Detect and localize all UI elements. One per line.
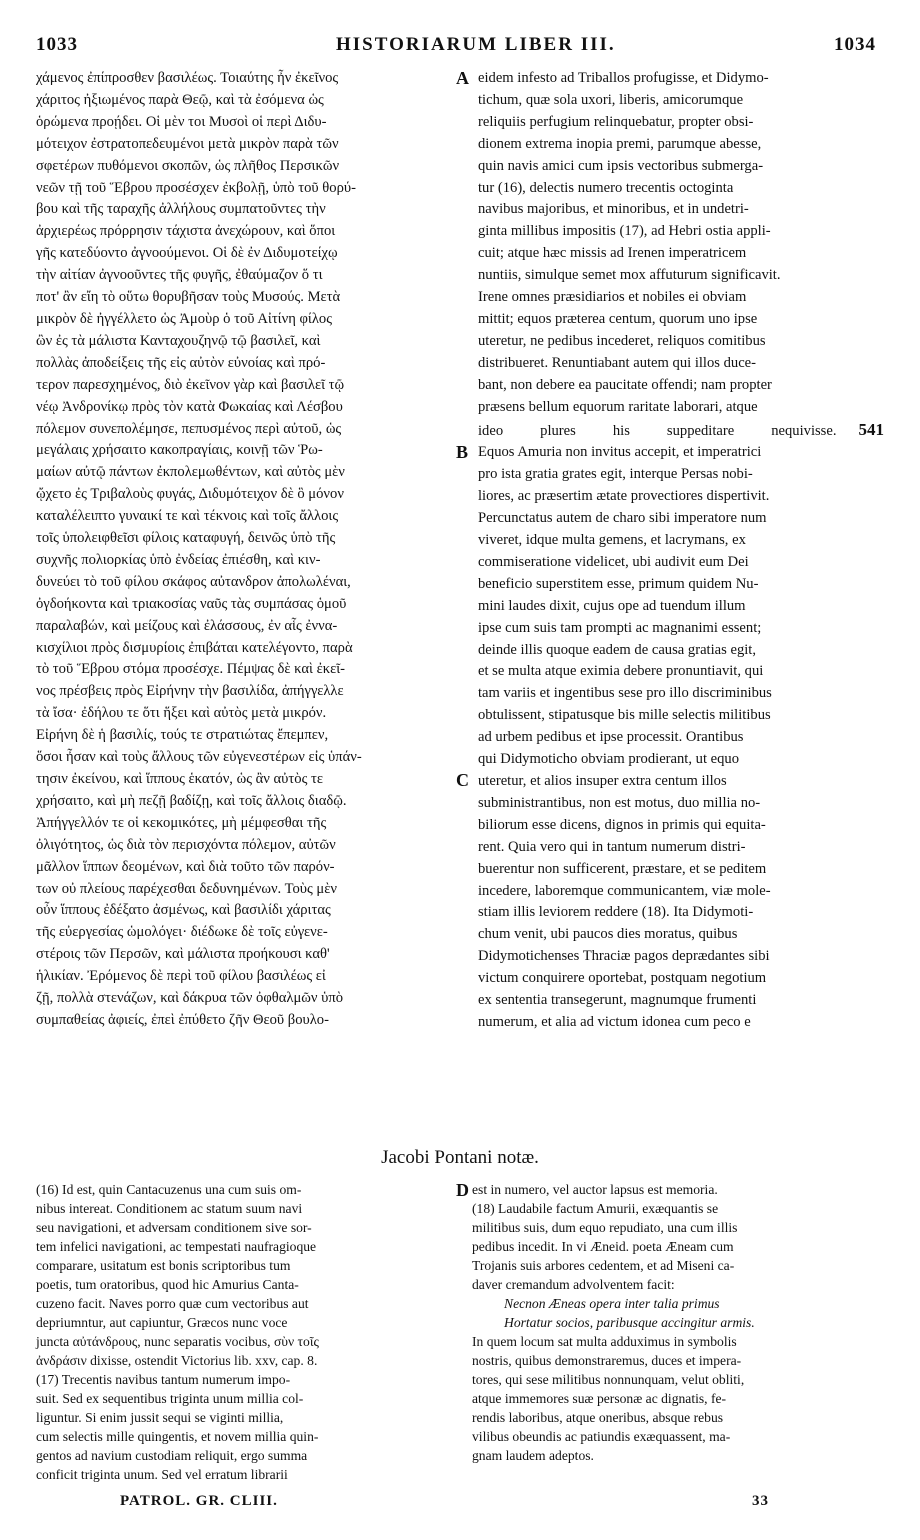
note-line: depriumntur, aut capiuntur, Græcos nunc voce [36, 1315, 288, 1330]
note-line: gentos ad navium custodiam reliquit, ergo summa [36, 1448, 308, 1463]
note-line: gnam laudem adeptos. [472, 1448, 594, 1463]
latin-text-line [478, 727, 884, 749]
latin-text-line-content: mini laudes dixit, cujus ope ad tuendum illum [478, 597, 746, 614]
latin-text-line [478, 464, 884, 486]
greek-text-line: Εἰρήνη δὲ ἡ βασιλίς, τούς τε στρατιώτας ἔπεμπεν, [36, 727, 329, 744]
greek-text-line: ὀλιγότητος, ὡς διὰ τὸν περισχόντα πόλεμον, αὐτῶν [36, 836, 336, 853]
notes-right-column [472, 1180, 884, 1465]
latin-text-line [478, 924, 884, 946]
latin-text-line [478, 375, 884, 397]
latin-text-line-content: buerentur non sufficerent, præstare, et se peditem [478, 860, 767, 877]
note-line: Trojanis suis arbores cedentem, et ad Miseni ca- [472, 1258, 735, 1273]
latin-text-line [478, 837, 884, 859]
greek-text-line: ὁρώμενα προῄδει. Οἱ μὲν τοι Μυσοὶ οἱ περὶ Διδυ- [36, 113, 327, 130]
latin-text-line [478, 353, 884, 375]
greek-text-line: ὅσοι ἦσαν καὶ τοὺς ἄλλους τῶν εὐγενεστέρων εἰς ὑπάν- [36, 749, 362, 766]
latin-text-line [478, 661, 884, 683]
latin-text-line-content: obtulissent, stipatusque bis mille selectis militibus [478, 707, 771, 724]
latin-text-line-content: eidem infesto ad Triballos profugisse, et Didymo- [478, 70, 769, 86]
latin-text-line-content: stiam illis leviorem reddere (18). Ita Didymoti- [478, 904, 754, 921]
page-number-left: 1033 [36, 34, 78, 55]
greek-text-line: τὴν αἰτίαν ἀγνοοῦντες τῆς φυγῆς, ἐθαύμαζον ὅ τι [36, 267, 323, 284]
latin-text-line-content: victum conquirere oportebat, postquam negotium [478, 970, 767, 987]
greek-text-line: ἀρχιερέως πρόρρησιν τάχιστα ἀνεχώρουν, καὶ ὅποι [36, 223, 336, 240]
latin-text-line [478, 815, 884, 837]
latin-text-line [478, 265, 884, 287]
note-line: poetis, tum oratoribus, quod hic Amurius Canta- [36, 1277, 299, 1292]
latin-text-column [478, 68, 884, 1034]
latin-text-line-content: et se multa atque eximia debere pronuntiavit, qui [478, 663, 764, 680]
latin-text-line-content: commiseratione videlicet, ubi audivit eum Dei [478, 553, 749, 570]
latin-text-line-content: bant, non debere ea paucitate offendi; nam propter [478, 376, 772, 393]
latin-text-line-content: uteretur, ne pedibus incederet, reliquos comitibus [478, 332, 766, 349]
latin-text-line-content: uteretur, et alios insuper extra centum illos [478, 773, 727, 789]
greek-text-line: τερον παρεσχημένος, διὸ ἐκεῖνον γὰρ καὶ βασιλεῖ τῷ [36, 376, 345, 393]
latin-text-line [478, 618, 884, 640]
greek-text-line: βου καὶ τῆς ταραχῆς ἀλλήλους συμπατοῦντες τὴν [36, 201, 326, 218]
greek-text-line: ἡλικίαν. Ἐρόμενος δὲ περὶ τοῦ φίλου βασιλέως εἰ [36, 968, 326, 985]
margin-letter-a: A [456, 68, 469, 88]
latin-text-line-content: subministrantibus, non est motus, duo millia no- [478, 794, 761, 811]
latin-text-line-content: ad urbem pedibus et ipse processit. Orantibus [478, 729, 744, 746]
latin-text-line-content: quin navis amici cum ipsis vectoribus submerga- [478, 157, 764, 174]
latin-text-line [478, 530, 884, 552]
latin-text-line-content: tur (16), delectis numero trecentis octoginta [478, 179, 734, 196]
footer-signature: PATROL. GR. CLIII. [120, 1493, 278, 1509]
greek-text-column [36, 68, 456, 1032]
latin-text-line [478, 309, 884, 331]
latin-text-line [478, 902, 884, 924]
running-title: HISTORIARUM LIBER III. [336, 34, 616, 55]
latin-text-line [478, 596, 884, 618]
latin-text-line-content: cuit; atque hæc missis ad Irenen imperatricem [478, 245, 747, 262]
note-line: tem infelici navigationi, ac tempestati naufragioque [36, 1239, 317, 1254]
page-footer [0, 1493, 920, 1517]
greek-text-line: μαίων αὐτῷ πάντων ἐκπολεμωθέντων, καὶ αὐτὸς μὲν [36, 464, 345, 481]
latin-text-line-content: chum venit, ubi paucos dies moratus, quibus [478, 926, 738, 943]
latin-text-line [478, 178, 884, 200]
margin-letter-c: C [456, 770, 469, 790]
latin-text-line [478, 419, 884, 443]
greek-text-line: μᾶλλον ἵππων δεομένων, καὶ διὰ τοῦτο τῶν παρόν- [36, 858, 335, 875]
note-line: seu navigationi, et adversam conditionem sive sor- [36, 1220, 312, 1235]
latin-text-line [478, 749, 884, 771]
note-line: (16) Id est, quin Cantacuzenus una cum suis om- [36, 1182, 302, 1197]
greek-text-line: τοῖς ὑπολειφθεῖσι φίλοις καταφυγή, δεινῶς ὑπὸ τῆς [36, 530, 336, 547]
latin-text-line-content: numerum, et alia ad victum idonea cum peco e [478, 1013, 751, 1030]
latin-text-line-content: tam variis et ingentibus sese pro illo discriminibus [478, 685, 772, 702]
latin-text-line [478, 221, 884, 243]
latin-text-line [478, 68, 884, 90]
latin-text-line-content: pro ista gratia grates egit, interque Persas nobi- [478, 466, 753, 483]
greek-text-line: γῆς κατεδύοντο ἀγνοούμενοι. Οἱ δὲ ἐν Διδυμοτείχῳ [36, 245, 338, 262]
latin-text-line [478, 640, 884, 662]
latin-text-line-content: reliquiis perfugium relinquebatur, propter obsi- [478, 113, 754, 130]
latin-text-line-content: biliorum esse dicens, dignos in primis qui equita- [478, 816, 766, 833]
latin-text-line [478, 134, 884, 156]
note-verse-line: Necnon Æneas opera inter talia primus [504, 1296, 720, 1311]
note-line: daver cremandum advolventem facit: [472, 1277, 675, 1292]
latin-text-line-content: præsens bellum equorum raritate laborari, atque [478, 398, 758, 415]
latin-text-line [478, 859, 884, 881]
latin-text-line [478, 331, 884, 353]
footer-sheet-number: 33 [752, 1493, 769, 1509]
latin-text-line-content: Percunctatus autem de charo sibi imperatore num [478, 510, 767, 527]
latin-text-line [478, 881, 884, 903]
note-line: est in numero, vel auctor lapsus est memoria. [472, 1182, 718, 1197]
latin-text-line-content: Irene omnes præsidiarios et nobiles ei obviam [478, 289, 747, 306]
greek-text-line: συμπαθείας ἀφιείς, ἐπεὶ ἐπύθετο ζῆν Θεοῦ βουλο- [36, 1011, 329, 1028]
greek-text-line: νος πρέσβεις πρὸς Εἰρήνην τὴν βασιλίδα, ἀπήγγελλε [36, 683, 344, 700]
latin-text-line-content: beneficio superstitem esse, primum quidem Nu- [478, 575, 759, 592]
notes-left-column [36, 1180, 446, 1484]
latin-text-line [478, 793, 884, 815]
latin-text-line [478, 199, 884, 221]
latin-text-line-content: incedere, laboremque communicantem, viæ mole- [478, 882, 771, 899]
note-line: In quem locum sat multa adduximus in symbolis [472, 1334, 737, 1349]
greek-text-line: παραλαβών, καὶ μείζους καὶ ἐλάσσους, ἐν αἷς ἐννα- [36, 617, 338, 634]
note-line: nostris, quibus demonstraremus, duces et impera- [472, 1353, 742, 1368]
latin-text-line [478, 243, 884, 265]
greek-text-line: ᾤχετο ἐς Τριβαλοὺς φυγάς, Διδυμότειχον δὲ ὃ μόνον [36, 486, 344, 503]
greek-text-line: στέροις τῶν Περσῶν, καὶ μάλιστα προήκουσι καθ' [36, 946, 330, 963]
latin-text-line-content: nuntiis, simulque semet mox affuturum significavit. [478, 267, 781, 284]
greek-text-line: χάμενος ἐπίπροσθεν βασιλέως. Τοιαύτης ἦν ἐκεῖνος [36, 70, 339, 86]
column-number: 541 [858, 419, 884, 439]
latin-text-line [478, 968, 884, 990]
latin-text-line [478, 705, 884, 727]
note-line: atque immemores suæ personæ ac dignatis, fe- [472, 1391, 727, 1406]
latin-text-line [478, 683, 884, 705]
greek-text-line: χάριτος ἠξιωμένος παρὰ Θεῷ, καὶ τὰ ἐσόμενα ὡς [36, 91, 324, 108]
greek-text-line: κισχίλιοι πρὸς δισμυρίοις ἐπιβάται κατελέγοντο, παρὰ [36, 639, 353, 656]
latin-text-line-content: Equos Amuria non invitus accepit, et imperatrici [478, 444, 762, 461]
latin-text-line-content: qui Didymoticho obviam prodierant, ut equo [478, 751, 740, 768]
latin-text-line-content: navibus majoribus, et minoribus, et in undetri- [478, 201, 749, 218]
greek-text-line: πολλὰς ἀποδείξεις τῆς εἰς αὐτὸν εὐνοίας καὶ πρό- [36, 354, 326, 371]
greek-text-line: χρήσαιτο, καὶ μὴ πεζῇ βαδίζῃ, καὶ τοῖς ἄλλοις διαδῷ. [36, 792, 347, 809]
greek-text-line: οὖν ἵππους ἐδέξατο ἀσμένως, καὶ βασιλίδι χάριτας [36, 902, 331, 919]
latin-text-line-content: dionem extrema inopia premi, parumque abesse, [478, 135, 762, 152]
latin-text-line-content: ipse cum suis tam prompti ac magnanimi essent; [478, 619, 762, 636]
note-line: ἀνδράσιν dixisse, ostendit Victorius lib. xxv, cap. 8. [36, 1353, 318, 1368]
note-line: liguntur. Si enim jussit sequi se viginti millia, [36, 1410, 284, 1425]
latin-text-line [478, 552, 884, 574]
latin-text-line-content: deinde illis quoque eadem de causa gratias egit, [478, 641, 756, 658]
latin-text-line-content: ginta millibus impositis (17), ad Hebri ostia appli- [478, 223, 771, 240]
latin-text-line-content: distribueret. Renuntiabant autem qui illos duce- [478, 354, 757, 371]
latin-text-line-content: rent. Quia vero qui in tantum numerum distri- [478, 838, 746, 855]
greek-text-line: μεγάλαις χρήσαιτο κακοπραγίαις, κοινῇ τῶν Ῥω- [36, 442, 323, 459]
note-line: tores, qui sese militibus nonnunquam, velut obliti, [472, 1372, 745, 1387]
latin-text-line [478, 508, 884, 530]
greek-text-line: τησιν ἐκείνου, καὶ ἵππους ἑκατόν, ὡς ἂν αὐτὸς τε [36, 771, 323, 787]
greek-text-line: Ἀπήγγελλόν τε οἱ κεκομικότες, μὴ μέμφεσθαι τῆς [36, 814, 327, 831]
greek-text-line: ποτ' ἂν εἴη τὸ οὕτω θορυβῆσαν τοὺς Μυσούς. Μετὰ [36, 289, 341, 306]
greek-text-line: ζῇ, πολλὰ στενάζων, καὶ δάκρυα τῶν ὀφθαλμῶν ὑπὸ [36, 990, 344, 1007]
page-header [36, 34, 876, 60]
greek-text-line: σφετέρων πυθόμενοι σκοπῶν, ὡς πλῆθος Περσικῶν [36, 157, 340, 174]
note-line: pedibus incedit. In vi Æneid. poeta Æneam cum [472, 1239, 734, 1254]
latin-text-line-content: ex sententia transegerunt, magnumque frumenti [478, 992, 757, 1009]
latin-text-line [478, 90, 884, 112]
latin-text-line [478, 156, 884, 178]
note-verse-line: Hortatur socios, paribusque accingitur armis. [504, 1315, 755, 1330]
latin-text-line-content: liores, ac præsertim ætate provectiores dispertivit. [478, 488, 770, 505]
note-line: cum selectis mille quingentis, et novem millia quin- [36, 1429, 319, 1444]
greek-text-line: νέῳ Ἀνδρονίκῳ πρὸς τὸν κατὰ Φωκαίας καὶ Λέσβου [36, 398, 343, 415]
note-line: militibus suis, dum equo repudiato, una cum illis [472, 1220, 738, 1235]
note-line: rendis laboribus, atque oneribus, absque rebus [472, 1410, 724, 1425]
latin-text-line [478, 486, 884, 508]
note-line: (17) Trecentis navibus tantum numerum impo- [36, 1372, 291, 1387]
margin-letter-b: B [456, 442, 469, 462]
note-line: (18) Laudabile factum Amurii, exæquantis se [472, 1201, 719, 1216]
latin-text-line [478, 574, 884, 596]
greek-text-line: πόλεμον συνεπολέμησε, πεπυσμένος περὶ αὐτοῦ, ὡς [36, 420, 342, 437]
note-line: suit. Sed ex sequentibus triginta unum millia col- [36, 1391, 304, 1406]
note-line: vilibus obeundis ac patiundis exæquassent, ma- [472, 1429, 731, 1444]
notes-heading: Jacobi Pontani notæ. [381, 1147, 539, 1168]
latin-text-line [478, 946, 884, 968]
latin-text-line-content: ideo plures his suppeditare nequivisse. [478, 422, 837, 439]
latin-text-line [478, 112, 884, 134]
note-line: cuzeno facit. Naves porro quæ cum vectoribus aut [36, 1296, 309, 1311]
greek-text-line: συχνῆς πολιορκίας ὑπὸ ἐνδείας ἐπιέσθη, καὶ κιν- [36, 551, 321, 568]
margin-letter-d: D [456, 1180, 469, 1200]
latin-text-line-content: tichum, quæ sola uxori, liberis, amicorumque [478, 91, 744, 108]
greek-text-line: τῆς εὐεργεσίας ὡμολόγει· διέδωκε δὲ τοῖς εὐγενε- [36, 924, 328, 941]
greek-text-line: μότειχον ἐστρατοπεδευμένοι μετὰ μικρὸν παρὰ τῶν [36, 135, 339, 152]
latin-text-line [478, 287, 884, 309]
latin-text-line [478, 397, 884, 419]
latin-text-line [478, 1012, 884, 1034]
latin-text-line [478, 990, 884, 1012]
latin-text-line-content: Didymotichenses Thraciæ pagos deprædantes sibi [478, 948, 770, 965]
note-line: juncta αὐτάνδρους, nunc separatis vocibus, σὺν τοῖς [36, 1334, 319, 1349]
greek-text-line: των οὐ πλείους παρέχεσθαι δεδυνημένων. Τοὺς μὲν [36, 880, 337, 897]
greek-text-line: τὸ τοῦ Ἕβρου στόμα προσέσχε. Πέμψας δὲ καὶ ἐκεῖ- [36, 661, 345, 678]
greek-text-line: τὰ ἴσα· ἐδήλου τε ὅτι ἥξει καὶ αὐτὸς μετὰ μικρόν. [36, 705, 327, 722]
page-number-right: 1034 [834, 34, 876, 55]
latin-text-line-content: mittit; equos præterea centum, quorum uno ipse [478, 310, 758, 327]
greek-text-line: δυνεύει τὸ τοῦ φίλου σκάφος αὐτανδρον ἀπολωλέναι, [36, 573, 351, 590]
note-line: comparare, usitatum est bonis scriptoribus tum [36, 1258, 291, 1273]
latin-text-line [478, 442, 884, 464]
greek-text-line: καταλέλειπτο γυναικί τε καὶ τέκνοις καὶ τοῖς ἄλλοις [36, 508, 339, 525]
latin-text-line-content: viveret, idque multa gemens, et lacrymans, ex [478, 532, 746, 549]
greek-text-line: μικρὸν δὲ ἠγγέλλετο ὡς Ἀμοὺρ ὁ τοῦ Αἰτίνη φίλος [36, 310, 332, 327]
greek-text-line: ὢν ἐς τὰ μάλιστα Κανταχουζηνῷ τῷ βασιλεῖ, καὶ [36, 332, 321, 349]
greek-text-line: νεῶν τῇ τοῦ Ἕβρου προσέσχεν ἐκβολῇ, ὑπὸ τοῦ θορύ- [36, 179, 356, 196]
latin-text-line [478, 771, 884, 793]
note-line: conficit triginta unum. Sed vel erratum librarii [36, 1467, 288, 1482]
note-line: nibus intereat. Conditionem ac statum suum navi [36, 1201, 303, 1216]
greek-text-line: ὀγδοήκοντα καὶ τριακοσίας ναῦς τὰς συμπάσας ὁμοῦ [36, 595, 347, 612]
